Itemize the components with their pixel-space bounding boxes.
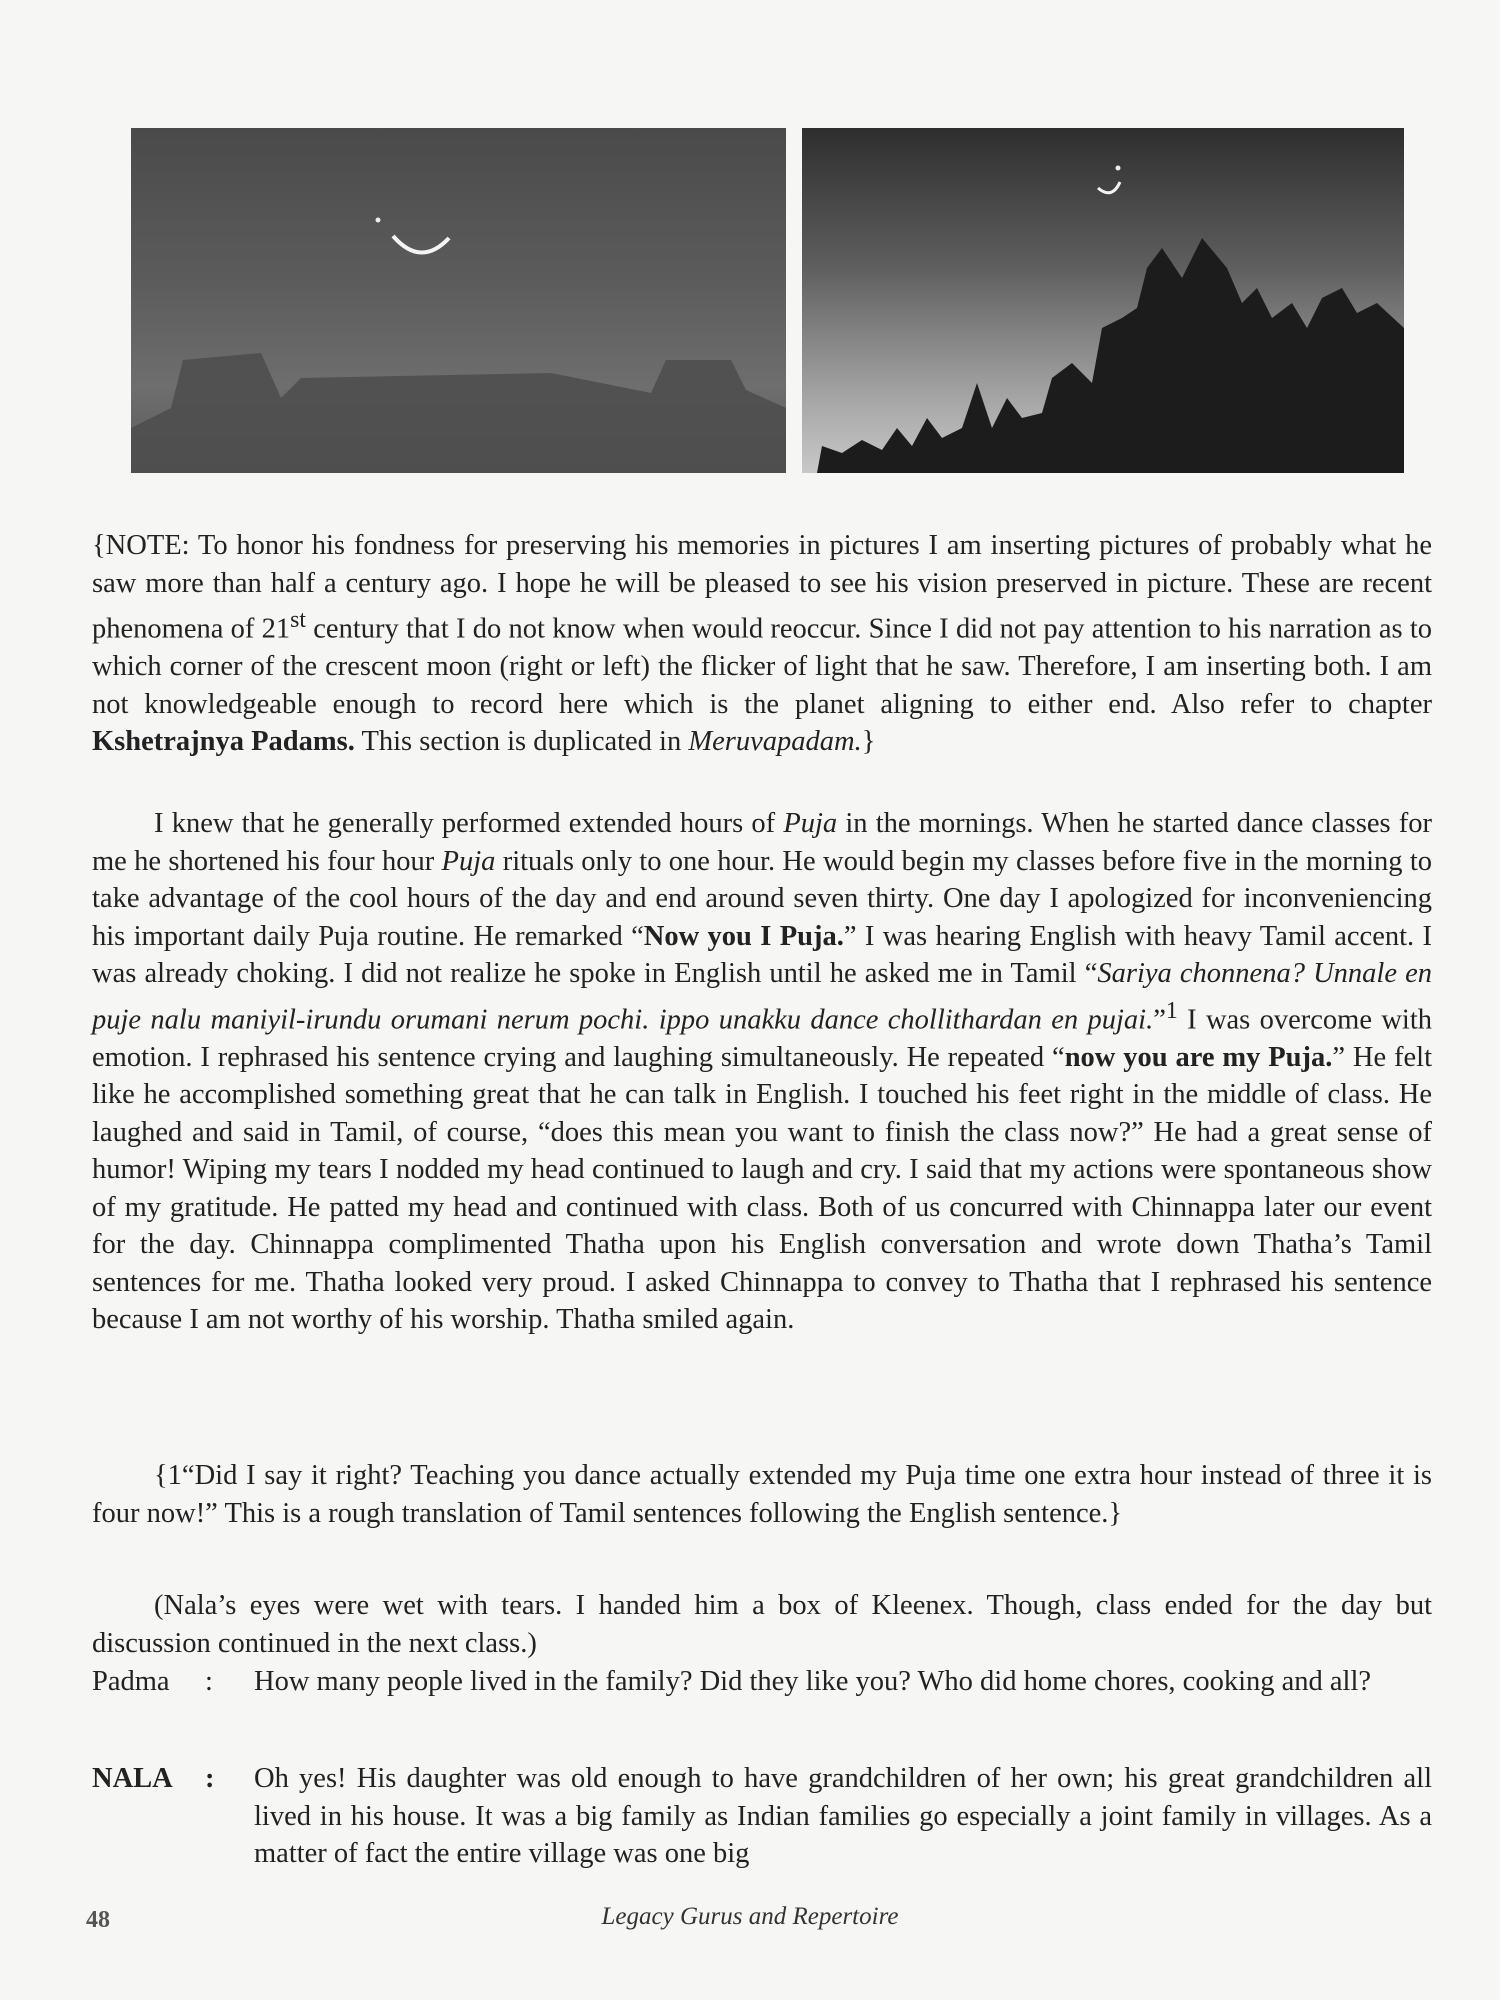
planet-dot bbox=[1116, 166, 1121, 171]
speaker-colon: : bbox=[205, 1666, 213, 1697]
speaker-name: Padma bbox=[92, 1666, 170, 1697]
running-footer-title: Legacy Gurus and Repertoire bbox=[601, 1903, 899, 1930]
para-text: ” I was hearing English with heavy Tamil accent. I was already choking. I did not realize he spoke in English until he asked me in Tamil “ bbox=[92, 920, 1433, 989]
note-text-mid: century that I do not know when would reoccur. Since I did not pay attention to his narration as to which corner of the crescent moon (right or left) the flicker of light that he saw. Therefore, I am inserting both. I am not knowledgeable enough to record here which is the planet aligning to either end. Also refer to chapter bbox=[92, 613, 1433, 720]
para-text: I knew that he generally performed extended hours of bbox=[154, 808, 784, 839]
crescent-moon-temple-photo bbox=[131, 128, 786, 473]
quote-now-you-are-my-puja: now you are my Puja. bbox=[1064, 1041, 1333, 1073]
quote-now-you-i-puja: Now you I Puja. bbox=[643, 920, 844, 952]
crescent-moon-temple-image bbox=[131, 128, 786, 473]
para-text: rituals only to one hour. He would begin my classes before five in the morning to take advantage of the cool hours of the day and end around seven thirty. One day I apologized for inconveniencing his important daily Puja routine. He remarked “ bbox=[92, 845, 1433, 952]
puja-term: Puja bbox=[783, 808, 838, 839]
speaker-colon: : bbox=[205, 1763, 215, 1794]
crescent-moon bbox=[393, 236, 449, 253]
book-reference: Meruvapadam. bbox=[688, 726, 862, 757]
speaker-name: NALA bbox=[92, 1763, 173, 1794]
temple-silhouette bbox=[131, 353, 786, 473]
para-text: I was overcome with emotion. I rephrased his sentence crying and laughing simultaneously. He repeated “ bbox=[92, 1004, 1433, 1073]
tamil-sentence: Sariya chonnena? Unnale en puje nalu maniyil-irundu orumani nerum pochi. ippo unakku dance chollithardan en pujai. bbox=[92, 958, 1432, 1035]
tree-silhouette bbox=[817, 238, 1404, 473]
para-text: in the mornings. When he started dance classes for me he shortened his four hour bbox=[92, 808, 1432, 877]
crescent-moon bbox=[1098, 182, 1120, 193]
puja-term: Puja bbox=[441, 845, 496, 877]
speech-text: Oh yes! His daughter was old enough to have grandchildren of her own; his great grandchildren all lived in his house. It was a big family as Indian families go especially a joint family in villages. As a matter of fact the entire village was one big bbox=[254, 1763, 1432, 1869]
note-text-lead: {NOTE: To honor his fondness for preserving his memories in pictures I am inserting pictures of probably what he saw more than half a century ago. I hope he will be pleased to see his vision preserved in picture. These are recent phenomena of 21 bbox=[92, 530, 1432, 645]
chapter-reference: Kshetrajnya Padams. bbox=[92, 726, 355, 757]
note-text-mid2: This section is duplicated in bbox=[354, 726, 689, 757]
para-text: ” He felt like he accomplished something great that he can talk in English. I touched his feet right in the middle of class. He laughed and said in Tamil, of course, “does this mean you want to finish the class now?” He had a great sense of humor! Wiping my tears I nodded my head continued to laugh and cry. I said that my actions were spontaneous show of my gratitude. He patted my head and continued with class. Both of us concurred with Chinnappa later our event for the day. Chinnappa complimented Thatha upon his English conversation and wrote down Thatha’s Tamil sentences for me. Thatha looked very proud. I asked Chinnappa to convey to Thatha that I rephrased his sentence because I am not worthy of his worship. Thatha smiled again. bbox=[92, 1041, 1432, 1335]
narrator-aside: (Nala’s eyes were wet with tears. I handed him a box of Kleenex. Though, class ended for the day but discussion continued in the next class.) bbox=[92, 1590, 1432, 1659]
planet-dot bbox=[376, 218, 381, 223]
page-number: 48 bbox=[86, 1907, 110, 1933]
crescent-moon-trees-image bbox=[802, 128, 1404, 473]
footnote-marker: 1 bbox=[1165, 997, 1178, 1024]
crescent-moon-trees-photo bbox=[802, 128, 1404, 473]
speech-text: How many people lived in the family? Did they like you? Who did home chores, cooking and all? bbox=[254, 1666, 1372, 1697]
note-text-end: } bbox=[861, 726, 876, 757]
translation-footnote: {1“Did I say it right? Teaching you dance actually extended my Puja time one extra hour instead of three it is four now!” This is a rough translation of Tamil sentences following the English sentence.} bbox=[92, 1460, 1432, 1529]
note-superscript: st bbox=[290, 607, 306, 633]
para-text: ” bbox=[1153, 1004, 1166, 1035]
narrative-paragraph bbox=[92, 805, 1432, 1339]
note-paragraph bbox=[92, 527, 1432, 761]
